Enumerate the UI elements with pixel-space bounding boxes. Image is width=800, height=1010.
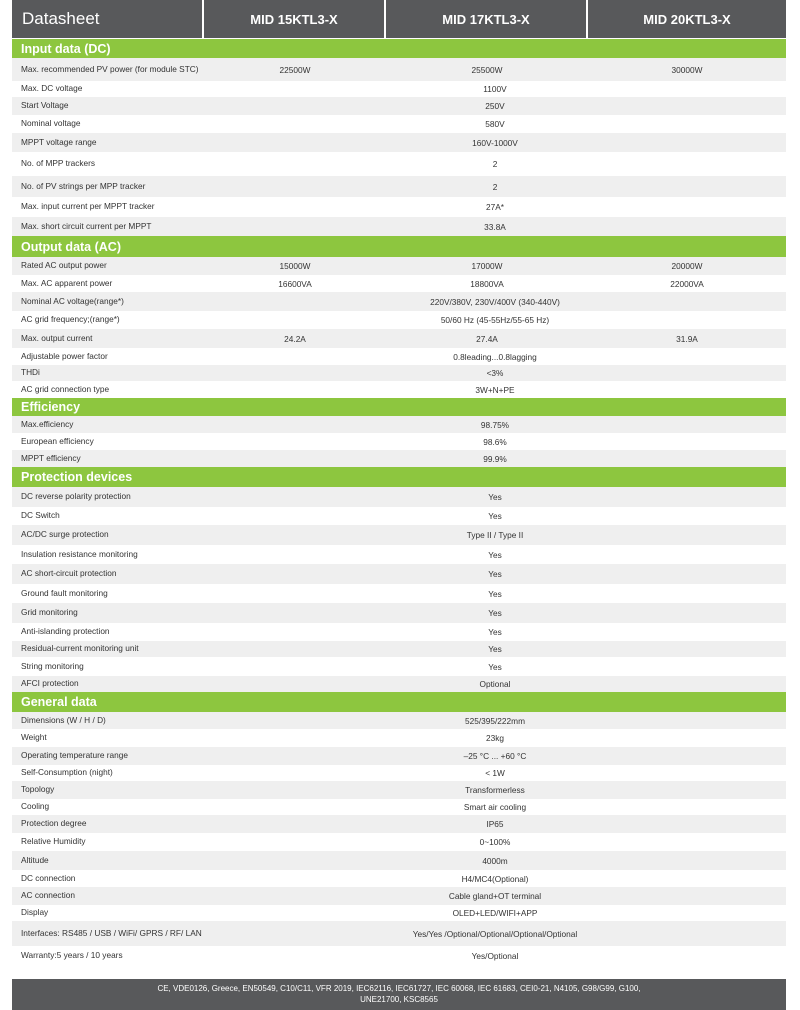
row-value: 50/60 Hz (45-55Hz/55-65 Hz)	[440, 315, 550, 325]
row-label: No. of PV strings per MPP tracker	[21, 180, 146, 191]
row-value: 160V-1000V	[472, 137, 518, 148]
row-label: Topology	[21, 784, 55, 795]
row-label: Dimensions (W / H / D)	[21, 714, 106, 725]
row-value: Yes	[488, 511, 502, 521]
row-label: Rated AC output power	[21, 260, 107, 271]
row-label: Grid monitoring	[21, 607, 78, 618]
table-row	[12, 348, 786, 365]
row-value: Yes	[488, 608, 502, 618]
row-value: –25 °C ... +60 °C	[463, 751, 527, 761]
row-label: THDi	[21, 367, 40, 378]
row-value: < 1W	[485, 768, 505, 778]
row-value-model-2: 27.4A	[476, 333, 498, 344]
row-label: Ground fault monitoring	[21, 587, 108, 598]
table-row	[12, 921, 786, 946]
row-label: String monitoring	[21, 660, 84, 671]
row-value: Yes	[488, 644, 502, 654]
table-row	[12, 275, 786, 292]
row-value-model-1: 15000W	[279, 261, 311, 271]
row-value: 27A*	[486, 202, 504, 212]
table-row	[12, 747, 786, 765]
row-value: 525/395/222mm	[465, 715, 525, 726]
table-row	[12, 97, 786, 115]
row-label: Max. recommended PV power (for module STC)	[21, 63, 199, 74]
row-label: DC reverse polarity protection	[21, 491, 131, 502]
row-label: Anti-islanding protection	[21, 626, 110, 637]
table-row	[12, 905, 786, 921]
row-value: 4000m	[482, 855, 508, 866]
datasheet-title: Datasheet	[12, 0, 204, 38]
row-label: Start Voltage	[21, 100, 69, 111]
table-row	[12, 729, 786, 747]
row-value: IP65	[486, 819, 504, 829]
table-row	[12, 564, 786, 584]
row-label: DC connection	[21, 872, 76, 883]
row-label: Residual-current monitoring unit	[21, 643, 139, 654]
section-header: General data	[12, 692, 786, 712]
row-value: 3W+N+PE	[475, 384, 515, 395]
table-row	[12, 450, 786, 467]
table-row	[12, 115, 786, 133]
row-label: MPPT voltage range	[21, 136, 97, 147]
row-label: AC grid connection type	[21, 383, 110, 394]
row-value: <3%	[486, 368, 504, 378]
row-value: H4/MC4(Optional)	[461, 873, 529, 884]
row-label: Max. DC voltage	[21, 83, 83, 94]
row-value-model-2: 17000W	[471, 261, 503, 271]
table-row	[12, 329, 786, 348]
row-label: Nominal voltage	[21, 118, 81, 129]
model-header-2: MID 17KTL3-X	[386, 0, 588, 38]
row-value: 0.8leading...0.8lagging	[453, 351, 537, 362]
row-label: No. of MPP trackers	[21, 158, 96, 169]
row-label: Interfaces: RS485 / USB / WiFi/ GPRS / RF/ LAN	[21, 927, 202, 938]
row-label: AC grid frequency;(range*)	[21, 314, 120, 325]
row-value: Yes	[488, 569, 502, 579]
row-value: 580V	[485, 119, 505, 129]
table-row	[12, 292, 786, 311]
section-header: Input data (DC)	[12, 39, 786, 58]
row-value: Yes/Optional	[471, 951, 519, 961]
row-label: Max. output current	[21, 332, 93, 343]
table-row	[12, 603, 786, 623]
table-row	[12, 416, 786, 433]
table-row	[12, 851, 786, 870]
row-value-model-3: 31.9A	[676, 333, 698, 344]
row-label: AC connection	[21, 890, 75, 901]
row-label: Display	[21, 907, 49, 918]
table-row	[12, 507, 786, 525]
table-row	[12, 545, 786, 564]
table-row	[12, 870, 786, 887]
row-label: AC short-circuit protection	[21, 568, 117, 579]
row-value: 98.75%	[480, 419, 510, 430]
row-label: Weight	[21, 732, 47, 743]
row-value: Yes/Yes /Optional/Optional/Optional/Optional	[412, 928, 578, 939]
section-header: Efficiency	[12, 398, 786, 416]
row-label: Max.efficiency	[21, 418, 74, 429]
table-row	[12, 133, 786, 152]
row-label: Self-Consumption (night)	[21, 767, 113, 778]
row-value: 0~100%	[479, 837, 511, 847]
row-value-model-2: 18800VA	[470, 278, 504, 289]
table-row	[12, 676, 786, 692]
table-row	[12, 525, 786, 545]
table-row	[12, 833, 786, 851]
table-row	[12, 58, 786, 81]
row-value-model-1: 24.2A	[284, 333, 306, 344]
row-value: Cable gland+OT terminal	[448, 891, 542, 901]
table-row	[12, 657, 786, 676]
row-value-model-2: 25500W	[471, 64, 503, 75]
table-row	[12, 197, 786, 217]
row-label: MPPT efficiency	[21, 452, 81, 463]
row-label: Max. short circuit current per MPPT	[21, 220, 152, 231]
certifications-footer	[12, 979, 786, 1010]
row-label: AFCI protection	[21, 678, 79, 689]
row-value: Yes	[488, 492, 502, 502]
row-label: European efficiency	[21, 435, 94, 446]
spec-table	[12, 39, 786, 966]
row-value-model-1: 22500W	[279, 64, 311, 75]
row-value: OLED+LED/WIFI+APP	[452, 908, 538, 918]
row-value: 250V	[485, 101, 505, 111]
table-row	[12, 81, 786, 97]
model-header-3: MID 20KTL3-X	[588, 0, 786, 38]
row-label: Operating temperature range	[21, 750, 129, 761]
row-value: 99.9%	[483, 453, 507, 464]
table-header	[12, 0, 786, 38]
row-label: Relative Humidity	[21, 836, 86, 847]
table-row	[12, 765, 786, 781]
table-row	[12, 946, 786, 966]
row-value: Yes	[488, 627, 502, 637]
table-row	[12, 152, 786, 176]
row-label: Protection degree	[21, 818, 87, 829]
row-value: Smart air cooling	[463, 802, 527, 812]
table-row	[12, 487, 786, 507]
row-value: 2	[492, 159, 498, 169]
row-label: Insulation resistance monitoring	[21, 548, 138, 559]
table-row	[12, 381, 786, 398]
row-value: Yes	[488, 588, 502, 599]
table-row	[12, 623, 786, 641]
row-label: DC Switch	[21, 510, 60, 521]
row-value-model-3: 22000VA	[670, 278, 704, 289]
row-label: Cooling	[21, 801, 50, 812]
row-value: Yes	[488, 661, 502, 672]
row-value-model-3: 30000W	[671, 64, 703, 75]
section-header: Protection devices	[12, 467, 786, 487]
table-row	[12, 641, 786, 657]
row-value: Optional	[479, 679, 511, 689]
row-label: Max. input current per MPPT tracker	[21, 201, 155, 212]
row-label: AC/DC surge protection	[21, 529, 109, 540]
row-value: 1100V	[483, 84, 507, 94]
row-value: 98.6%	[483, 436, 507, 447]
row-label: Warranty:5 years / 10 years	[21, 950, 123, 961]
row-value: Yes	[488, 549, 502, 560]
table-row	[12, 815, 786, 833]
row-label: Altitude	[21, 854, 49, 865]
row-label: Nominal AC voltage(range*)	[21, 295, 124, 306]
table-row	[12, 712, 786, 729]
table-row	[12, 887, 786, 905]
certifications-text: CE, VDE0126, Greece, EN50549, C10/C11, VFR 2019, IEC62116, IEC61727, IEC 60068, IEC 61683, CEI0-21, N4105, G98/G99, G100, UNE21700, KSC8565	[157, 983, 641, 1004]
row-value: Transformerless	[465, 785, 525, 795]
table-row	[12, 257, 786, 275]
row-value: 33.8A	[484, 221, 506, 232]
row-value-model-1: 16600VA	[278, 278, 312, 289]
row-value: 2	[492, 181, 498, 192]
row-label: Adjustable power factor	[21, 350, 108, 361]
table-row	[12, 584, 786, 603]
row-value: 220V/380V, 230V/400V (340-440V)	[430, 296, 560, 307]
row-label: Max. AC apparent power	[21, 277, 113, 288]
row-value: Type II / Type II	[466, 530, 524, 540]
model-header-1: MID 15KTL3-X	[204, 0, 386, 38]
table-row	[12, 799, 786, 815]
section-header: Output data (AC)	[12, 236, 786, 257]
table-row	[12, 217, 786, 236]
table-row	[12, 433, 786, 450]
row-value: 23kg	[486, 733, 504, 743]
table-row	[12, 176, 786, 197]
table-row	[12, 781, 786, 799]
table-row	[12, 311, 786, 329]
row-value-model-3: 20000W	[671, 261, 703, 271]
table-row	[12, 365, 786, 381]
